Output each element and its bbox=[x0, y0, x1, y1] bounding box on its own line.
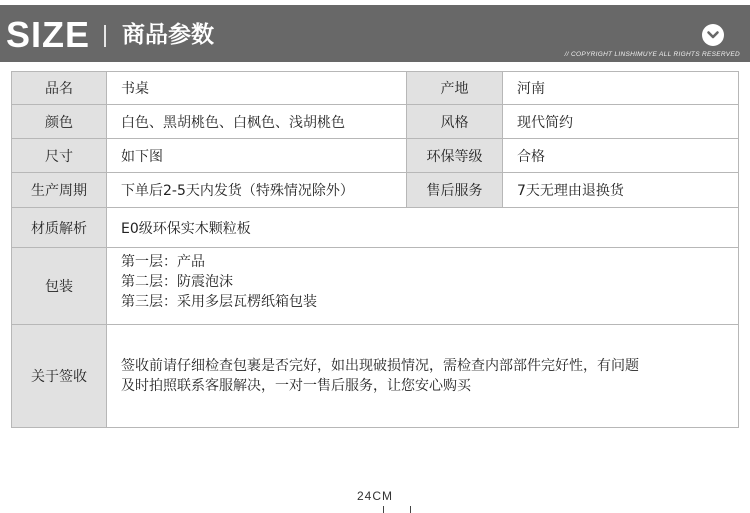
dimension-label: 24CM bbox=[356, 489, 393, 503]
spec-label-eco: 环保等级 bbox=[407, 139, 503, 173]
spec-value-package bbox=[107, 248, 739, 325]
spec-label-aftersale: 售后服务 bbox=[407, 173, 503, 208]
spec-value-origin: 河南 bbox=[503, 72, 739, 105]
spec-value-material: E0级环保实木颗粒板 bbox=[107, 208, 739, 248]
banner-title-en: SIZE bbox=[6, 14, 91, 55]
spec-value-name: 书桌 bbox=[107, 72, 407, 105]
spec-label-size: 尺寸 bbox=[12, 139, 107, 173]
spec-value-aftersale: 7天无理由退换货 bbox=[503, 173, 739, 208]
table-row bbox=[12, 139, 739, 173]
copyright-text: // COPYRIGHT LINSHIMUYE ALL RIGHTS RESERVED bbox=[564, 51, 740, 58]
spec-value-eco: 合格 bbox=[503, 139, 739, 173]
banner-divider bbox=[104, 25, 106, 47]
table-row bbox=[12, 248, 739, 325]
spec-label-material: 材质解析 bbox=[12, 208, 107, 248]
package-line: 第二层：防震泡沫 bbox=[121, 274, 233, 290]
spec-label-origin: 产地 bbox=[407, 72, 503, 105]
spec-label-package: 包装 bbox=[12, 248, 107, 325]
spec-label-style: 风格 bbox=[407, 105, 503, 139]
spec-label-receipt: 关于签收 bbox=[12, 325, 107, 428]
spec-value-color: 白色、黑胡桃色、白枫色、浅胡桃色 bbox=[107, 105, 407, 139]
receipt-line: 签收前请仔细检查包裹是否完好，如出现破损情况，需检查内部部件完好性，有问题 bbox=[121, 358, 639, 374]
spec-table bbox=[11, 71, 739, 428]
spec-label-name: 品名 bbox=[12, 72, 107, 105]
spec-value-style: 现代简约 bbox=[503, 105, 739, 139]
table-row bbox=[12, 173, 739, 208]
spec-value-cycle: 下单后2-5天内发货（特殊情况除外） bbox=[107, 173, 407, 208]
spec-label-color: 颜色 bbox=[12, 105, 107, 139]
package-line: 第一层：产品 bbox=[121, 254, 205, 270]
table-row bbox=[12, 325, 739, 428]
header-banner bbox=[0, 5, 750, 62]
package-line: 第三层：采用多层瓦楞纸箱包装 bbox=[121, 294, 317, 310]
dimension-tick-left bbox=[383, 506, 384, 513]
table-row bbox=[12, 72, 739, 105]
banner-title-zh: 商品参数 bbox=[122, 22, 214, 48]
table-row bbox=[12, 208, 739, 248]
spec-value-size: 如下图 bbox=[107, 139, 407, 173]
table-row bbox=[12, 105, 739, 139]
spec-label-cycle: 生产周期 bbox=[12, 173, 107, 208]
dimension-tick-right bbox=[410, 506, 411, 513]
chevron-down-circle-icon bbox=[702, 24, 724, 46]
receipt-line: 及时拍照联系客服解决，一对一售后服务，让您安心购买 bbox=[121, 378, 471, 394]
spec-value-receipt bbox=[107, 325, 739, 428]
